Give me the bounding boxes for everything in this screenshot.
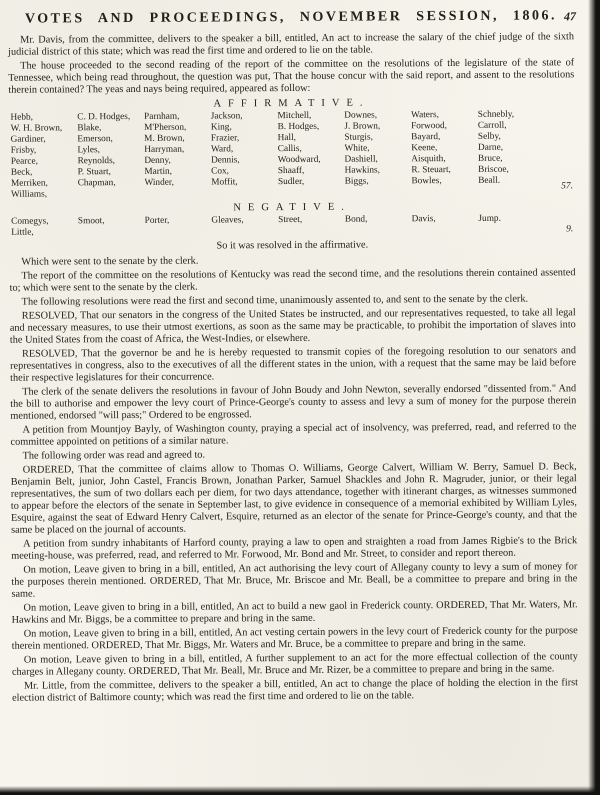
paragraph: The report of the committee on the resolutions of Kentucky was read the second time, and the resolutions therein contained assented to; which were sent to the senate by the clerk. — [9, 267, 576, 294]
voter-name: Hebb, — [10, 112, 34, 123]
paragraph: The house proceeded to the second reading of the report of the committee on the resolutions of the legislature of the state of Tennessee, which being read throughout, the question was put, That the house concur with the said report, and assent to the resolutions therein contained? The yeas and nays being required, appeared as follow: — [8, 57, 575, 96]
paragraph: On motion, Leave given to bring in a bill, entitled, An act authorising the levy court of Allegany county to levy a sum of money for the purposes therein mentioned. ORDERED, That Mr. Bruce, Mr. Briscoe and Mr. Beall, be a committee to prepare and bring in the same. — [11, 561, 578, 600]
voter-name: B. Hodges, — [277, 121, 320, 133]
voter-name: M'Pherson, — [144, 122, 187, 133]
paragraph: On motion, Leave given to bring in a bill, entitled, A further supplement to an act for the more effectual collection of the county charges in Allegany county. ORDERED, That Mr. Beall, Mr. Bruce and Mr. Rizer, be a committee to prepare and bring in the same. — [11, 651, 578, 678]
voter-name: Street, — [278, 214, 303, 226]
document-title: VOTES AND PROCEEDINGS, NOVEMBER SESSION, 1806. — [24, 8, 557, 27]
paragraph: RESOLVED, That the governor be and he is hereby requested to transmit copies of the foregoing resolution to our senators and representatives in congress, also to the executives of all the different states in the union, with a request that the same may be laid before their respective legislatures for their concurrence. — [10, 345, 577, 384]
paragraph: ORDERED, That the committee of claims allow to Thomas O. Williams, George Calvert, William W. Berry, Samuel D. Beck, Benjamin Belt, junior, John Castel, Francis Brown, Jonathan Parker, Samuel Shackles and John R. Magruder, junior, or their legal representatives, the sum of two dollars each per diem, for two days attendance, together with itinerant charges, as witnesses summoned to appear before the electors of the senate in September last, to give evidence in consequence of a memorial exhibited by William Lyles, Esquire, against the seat of Edward Henry Calvert, Esquire, returned as an elector of the senate for Prince-George's county, and that the same be placed on the journal of accounts. — [10, 461, 578, 536]
voter-name: Chapman, — [77, 178, 116, 189]
paragraph: Mr. Davis, from the committee, delivers to the speaker a bill, entitled, An act to increase the salary of the chief judge of the sixth judicial district of this state; which was read the first time and ordered to lie on the table. — [8, 31, 575, 58]
vote-column — [344, 110, 411, 198]
voter-name: Smoot, — [77, 216, 105, 227]
voter-name: Waters, — [410, 110, 439, 121]
voter-name: Mitchell, — [277, 110, 312, 122]
voter-name: Dashiell, — [344, 154, 378, 165]
voter-name: Denny, — [144, 155, 171, 166]
paragraph: The following order was read and agreed to. — [22, 449, 206, 462]
vote-column — [11, 112, 78, 200]
scan-edge-right — [588, 0, 600, 795]
paragraph: The following resolutions were read the first and second time, unanimously assented to, and sent to the senate by the clerk. — [21, 293, 529, 308]
voter-name: Schnebly, — [477, 109, 515, 120]
voter-name: Merriken, — [10, 178, 48, 189]
paragraph: A petition from sundry inhabitants of Harford county, praying a law to open and straighten a road from James Rigbie's to the Brick meeting-house, was preferred, read, and referred to Mr. Forwood, Mr. Bond and Mr. Street, to consider and report thereon. — [11, 535, 578, 562]
voter-name: Winder, — [144, 177, 174, 188]
vote-column — [411, 110, 478, 198]
voter-name: Ward, — [210, 144, 234, 155]
voter-name: Biggs, — [344, 176, 369, 187]
voter-name: Hawkins, — [344, 165, 381, 176]
vote-column — [11, 216, 78, 238]
voter-name: Hall, — [277, 132, 297, 144]
voter-name: Harryman, — [144, 144, 185, 155]
voter-name: C. D. Hodges, — [77, 111, 131, 123]
paragraph: Which were sent to the senate by the clerk. — [21, 255, 199, 268]
voter-name: Downes, — [344, 110, 378, 121]
voter-name: Cox, — [211, 166, 229, 177]
resolution-line: So it was resolved in the affirmative. — [216, 239, 369, 252]
voter-name: Bond, — [344, 214, 368, 225]
affirmative-columns — [9, 109, 576, 200]
page-number: 47 — [563, 9, 576, 24]
voter-name: Moffit, — [211, 177, 238, 188]
voter-name: P. Stuart, — [77, 167, 111, 178]
vote-column — [278, 215, 345, 237]
voter-name: Carroll, — [477, 120, 507, 131]
voter-name: White, — [344, 143, 370, 154]
voter-name: Sudler, — [277, 176, 305, 188]
negative-section — [9, 200, 575, 238]
vote-column — [145, 215, 212, 237]
vote-column — [412, 214, 479, 236]
paragraph: On motion, Leave given to bring in a bill, entitled, An act vesting certain powers in the levy court of Frederick county for the purpose therein mentioned. ORDERED, That Mr. Biggs, Mr. Waters and Mr. Bruce, be a committee to prepare and bring in the same. — [11, 625, 578, 652]
paragraph: The clerk of the senate delivers the resolutions in favour of John Boudy and John Newton, severally endorsed "dissented from." And the bill to authorise and empower the levy court of Prince-George's county to assess and levy a sum of money for the purpose therein mentioned, endorsed "will pass;" Ordered to be engrossed. — [10, 383, 577, 422]
voter-name: Martin, — [144, 166, 173, 177]
paragraph: On motion, Leave given to bring in a bill, entitled, An act to build a new gaol in Frederick county. ORDERED, That Mr. Waters, Mr. Hawkins and Mr. Biggs, be a committee to prepare and bring in the same. — [11, 599, 578, 626]
voter-name: Keene, — [411, 143, 438, 154]
vote-column — [278, 111, 345, 199]
vote-column — [478, 109, 545, 197]
vote-column — [345, 214, 412, 236]
voter-name: Jackson, — [210, 111, 243, 122]
vote-column — [77, 112, 144, 200]
voter-name: Frazier, — [210, 133, 240, 144]
voter-name: Jump. — [478, 213, 501, 224]
voter-name: Gleaves, — [211, 215, 244, 226]
voter-name: Davis, — [411, 214, 436, 225]
page-content — [8, 6, 578, 706]
voter-name: Woodward, — [277, 154, 321, 166]
voter-name: Aisquith, — [411, 154, 446, 165]
voter-name: Shaaff, — [277, 165, 305, 177]
voter-name: W. H. Brown, — [10, 123, 63, 134]
voter-name: Emerson, — [77, 134, 113, 145]
negative-count: 9. — [566, 224, 574, 235]
page-header — [8, 6, 574, 27]
voter-name: King, — [210, 122, 232, 133]
paragraph: RESOLVED, That our senators in the congress of the United States be instructed, and our representatives requested, to take all legal and necessary measures, to use their utmost exertions, as soon as the same may be practicable, to prohibit the importation of slaves into the United States from the coast of Africa, the West-Indies, or elsewhere. — [9, 307, 576, 346]
voter-name: Forwood, — [411, 121, 448, 132]
voter-name: R. Steuart, — [411, 165, 451, 176]
voter-name: Lyles, — [77, 145, 100, 156]
vote-column — [211, 111, 278, 199]
voter-name: Beck, — [10, 167, 33, 178]
vote-column — [478, 213, 545, 235]
voter-name: J. Brown, — [344, 121, 381, 132]
voter-name: Frisby, — [10, 145, 37, 156]
scan-edge-bottom — [0, 786, 600, 795]
voter-name: Williams, — [10, 189, 48, 200]
voter-name: Dennis, — [211, 155, 240, 166]
voter-name: Sturgis, — [344, 132, 373, 143]
negative-heading: NEGATIVE. — [233, 201, 351, 214]
vote-column — [78, 216, 145, 238]
affirmative-count: 57. — [561, 181, 573, 192]
affirmative-section — [8, 96, 575, 200]
voter-name: Selby, — [477, 131, 501, 142]
paragraph: Mr. Little, from the committee, delivers to the speaker a bill, entitled, An act to change the place of holding the election in the first election district of Baltimore county; which was read the first time and ordered to lie on the table. — [12, 677, 579, 704]
affirmative-heading: AFFIRMATIVE. — [213, 97, 370, 110]
vote-column — [211, 215, 278, 237]
voter-name: Porter, — [144, 215, 170, 226]
voter-name: Pearce, — [10, 156, 38, 167]
voter-name: Parnham, — [144, 111, 180, 122]
voter-name: Callis, — [277, 143, 302, 155]
negative-columns — [9, 213, 575, 238]
voter-name: Reynolds, — [77, 156, 116, 167]
vote-column — [144, 111, 211, 199]
voter-name: Blake, — [77, 123, 102, 134]
voter-name: Bayard, — [411, 132, 441, 143]
voter-name: Comegys, — [11, 216, 49, 227]
voter-name: Beall. — [478, 175, 501, 186]
voter-name: Little, — [11, 227, 34, 238]
voter-name: Bowles, — [411, 176, 442, 187]
voter-name: M. Brown, — [144, 133, 185, 144]
paragraph: A petition from Mountjoy Bayly, of Washington county, praying a special act of insolvency, was preferred, read, and referred to the committee appointed on petitions of a similar nature. — [10, 421, 577, 448]
voter-name: Gardiner, — [10, 134, 46, 145]
voter-name: Briscoe, — [478, 164, 509, 175]
voter-name: Bruce, — [478, 153, 503, 164]
voter-name: Darne, — [477, 142, 504, 153]
